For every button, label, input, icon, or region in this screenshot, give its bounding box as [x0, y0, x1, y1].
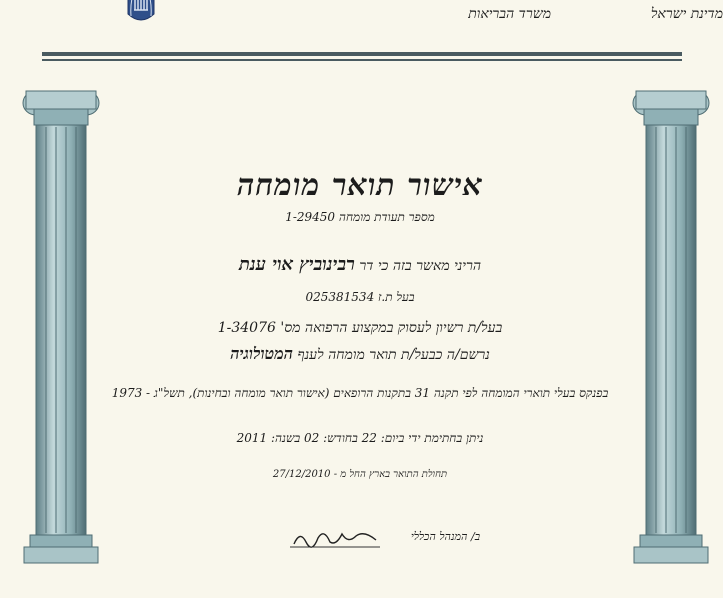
- specialty-name: המטולוגיה: [230, 344, 293, 363]
- specialty-line: [90, 344, 630, 364]
- issued-date-line: ניתן בחתימת ידי ביום: 22 בחודש: 02 בשנה: 2011: [236, 431, 484, 445]
- signature-label: ב/ המנהל הכללי: [410, 530, 480, 543]
- state-of-israel-emblem-icon: [126, 0, 156, 26]
- signature-block: [270, 522, 480, 552]
- specialist-number-value: 1-29450: [285, 210, 336, 224]
- recipient-prefix: הריני מאשר בזה כי דר: [359, 258, 482, 274]
- id-number-line: [90, 290, 630, 305]
- top-border-line-thin: [42, 59, 682, 61]
- ministry-name: משרד הבריאות: [468, 6, 551, 22]
- license-line: בעל/ת רשיון לעסוק במקצוע הרפואה מס' 1-34076: [217, 320, 503, 336]
- specialist-number-line: [90, 210, 630, 225]
- state-name: מדינת ישראל: [650, 6, 723, 22]
- top-border-line: [42, 52, 682, 56]
- id-label: בעל ת.ז: [378, 290, 415, 304]
- certificate-header: [0, 0, 723, 36]
- registry-line: בפנקס בעלי תוארי המומחה לפי תקנה 31 בתקנות הרופאים (אישור תואר מומחה ובחינות), תשל"ג - 1973: [111, 386, 609, 400]
- id-number: 025381534: [305, 290, 375, 304]
- recipient-name: רבינוביץ אוי ענת: [238, 254, 355, 275]
- specialty-prefix: נרשם/ה כבעל/ת תואר מומחה לענף: [297, 347, 490, 363]
- handwritten-signature: [290, 526, 380, 550]
- validity-date: 27/12/2010: [272, 469, 331, 480]
- right-column-ornament: [628, 85, 714, 565]
- certificate-title: אישור תואר מומחה: [237, 168, 483, 203]
- validity-label: תחולת התואר בארץ החל מ -: [333, 469, 448, 480]
- recipient-line: [90, 254, 630, 275]
- specialist-number-label: מספר תעודת מומחה: [338, 210, 435, 224]
- validity-line: [90, 469, 630, 480]
